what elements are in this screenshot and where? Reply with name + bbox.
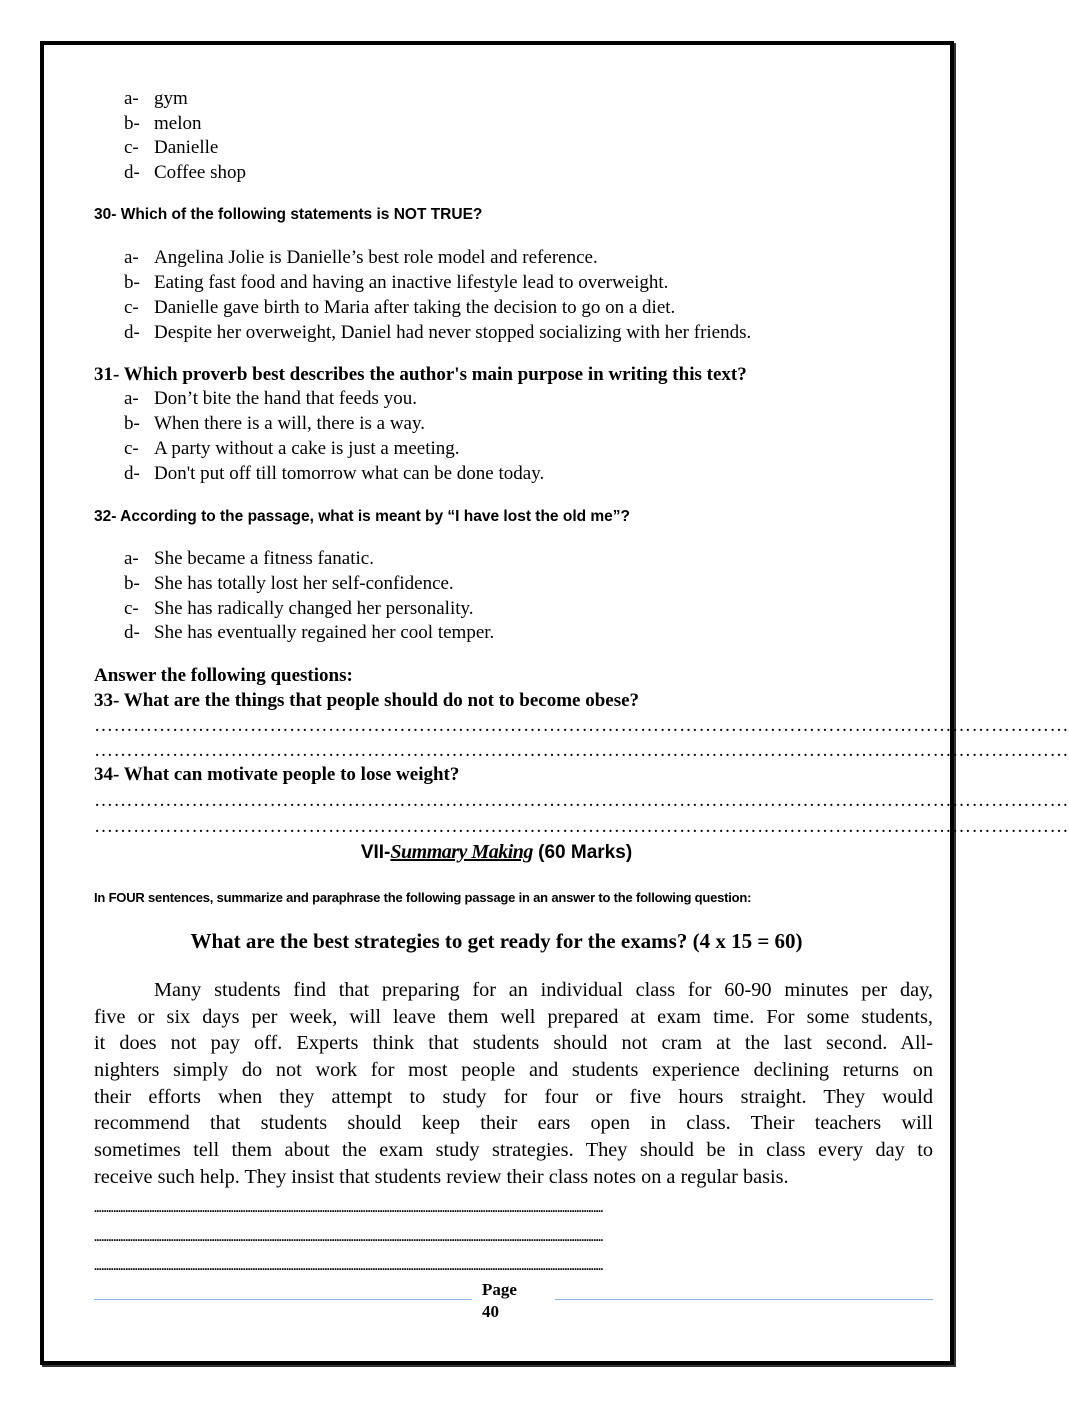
passage-line: their efforts when they attempt to study for four or five hours straight. They would xyxy=(94,1086,933,1108)
option-text: She has eventually regained her cool temper. xyxy=(154,622,495,643)
option-item[interactable] xyxy=(0,112,993,136)
section-marks: (60 Marks) xyxy=(538,842,633,863)
option-text: Danielle xyxy=(154,137,219,158)
passage-line: sometimes tell them about the exam study strategies. They should be in class every day to xyxy=(94,1139,933,1161)
option-label: d- xyxy=(124,622,140,643)
instruction: In FOUR sentences, summarize and paraphrase the following passage in an answer to the following question: xyxy=(94,890,752,905)
option-label: a- xyxy=(124,548,139,569)
option-item[interactable] xyxy=(0,597,993,621)
answer-line[interactable]: …………………………………………………………………………………………………………………………………… xyxy=(94,816,1069,837)
option-label: c- xyxy=(124,598,139,619)
option-label: a- xyxy=(124,247,139,268)
summary-answer-line[interactable]: .................................................................................................................................................................................................................... xyxy=(94,1201,603,1215)
option-item[interactable] xyxy=(0,621,993,645)
passage-line: nighters simply do not work for most people and students experience declining returns on xyxy=(94,1059,933,1081)
option-text: Angelina Jolie is Danielle’s best role model and reference. xyxy=(154,247,598,268)
section-title: Summary Making xyxy=(390,841,533,863)
option-item[interactable] xyxy=(0,271,993,295)
option-item[interactable] xyxy=(0,462,993,486)
option-text: gym xyxy=(154,88,188,109)
summary-answer-line[interactable]: .................................................................................................................................................................................................................... xyxy=(94,1259,603,1273)
answer-line[interactable]: …………………………………………………………………………………………………………………………………… xyxy=(94,740,1069,761)
option-text: Despite her overweight, Daniel had never stopped socializing with her friends. xyxy=(154,322,752,343)
option-text: Coffee shop xyxy=(154,162,246,183)
option-item[interactable] xyxy=(0,387,993,411)
option-text: She has totally lost her self-confidence. xyxy=(154,573,454,594)
option-item[interactable] xyxy=(0,437,993,461)
answer-line[interactable]: …………………………………………………………………………………………………………………………………… xyxy=(94,715,1069,736)
option-item[interactable] xyxy=(0,161,993,185)
option-label: c- xyxy=(124,297,139,318)
option-text: When there is a will, there is a way. xyxy=(154,413,426,434)
passage-line: receive such help. They insist that students review their class notes on a regular basis. xyxy=(94,1166,789,1188)
option-label: c- xyxy=(124,438,139,459)
footer-rule-right xyxy=(555,1299,933,1300)
option-text: Don't put off till tomorrow what can be done today. xyxy=(154,463,545,484)
option-label: b- xyxy=(124,573,140,594)
passage-line: recommend that students should keep their ears open in class. Their teachers will xyxy=(94,1112,933,1134)
option-text: Don’t bite the hand that feeds you. xyxy=(154,388,417,409)
option-item[interactable] xyxy=(0,246,993,270)
option-item[interactable] xyxy=(0,136,993,160)
option-text: She has radically changed her personality. xyxy=(154,598,474,619)
option-item[interactable] xyxy=(0,412,993,436)
option-item[interactable] xyxy=(0,572,993,596)
option-label: a- xyxy=(124,388,139,409)
question-33: 33- What are the things that people should do not to become obese? xyxy=(94,690,640,711)
passage-line: five or six days per week, will leave them well prepared at exam time. For some students, xyxy=(94,1006,933,1028)
option-label: c- xyxy=(124,137,139,158)
summary-question: What are the best strategies to get ready for the exams? (4 x 15 = 60) xyxy=(190,929,803,953)
option-label: a- xyxy=(124,88,139,109)
answer-line[interactable]: …………………………………………………………………………………………………………………………………… xyxy=(94,790,1069,811)
option-label: d- xyxy=(124,463,140,484)
question-31: 31- Which proverb best describes the author's main purpose in writing this text? xyxy=(94,364,747,385)
option-item[interactable] xyxy=(0,87,993,111)
footer-rule-left xyxy=(94,1299,472,1300)
option-text: A party without a cake is just a meeting. xyxy=(154,438,460,459)
option-label: b- xyxy=(124,113,140,134)
option-label: d- xyxy=(124,322,140,343)
option-label: d- xyxy=(124,162,140,183)
question-30: 30- Which of the following statements is NOT TRUE? xyxy=(94,206,483,223)
answer-heading: Answer the following questions: xyxy=(94,665,353,686)
section-prefix: VII- xyxy=(360,842,391,863)
question-34: 34- What can motivate people to lose weight? xyxy=(94,764,460,785)
option-item[interactable] xyxy=(0,296,993,320)
section-heading xyxy=(0,840,993,864)
option-text: melon xyxy=(154,113,202,134)
option-item[interactable] xyxy=(0,321,993,345)
option-text: Danielle gave birth to Maria after taking the decision to go on a diet. xyxy=(154,297,676,318)
page-number: 40 xyxy=(482,1302,499,1321)
option-item[interactable] xyxy=(0,547,993,571)
option-text: Eating fast food and having an inactive lifestyle lead to overweight. xyxy=(154,272,669,293)
question-32: 32- According to the passage, what is meant by “I have lost the old me”? xyxy=(94,508,631,525)
passage-line: it does not pay off. Experts think that students should not cram at the last second. All- xyxy=(94,1032,933,1054)
passage-line: Many students find that preparing for an individual class for 60-90 minutes per day, xyxy=(154,979,933,1001)
option-label: b- xyxy=(124,272,140,293)
option-text: She became a fitness fanatic. xyxy=(154,548,374,569)
summary-answer-line[interactable]: .................................................................................................................................................................................................................... xyxy=(94,1230,603,1244)
option-label: b- xyxy=(124,413,140,434)
page-label: Page xyxy=(482,1280,517,1299)
